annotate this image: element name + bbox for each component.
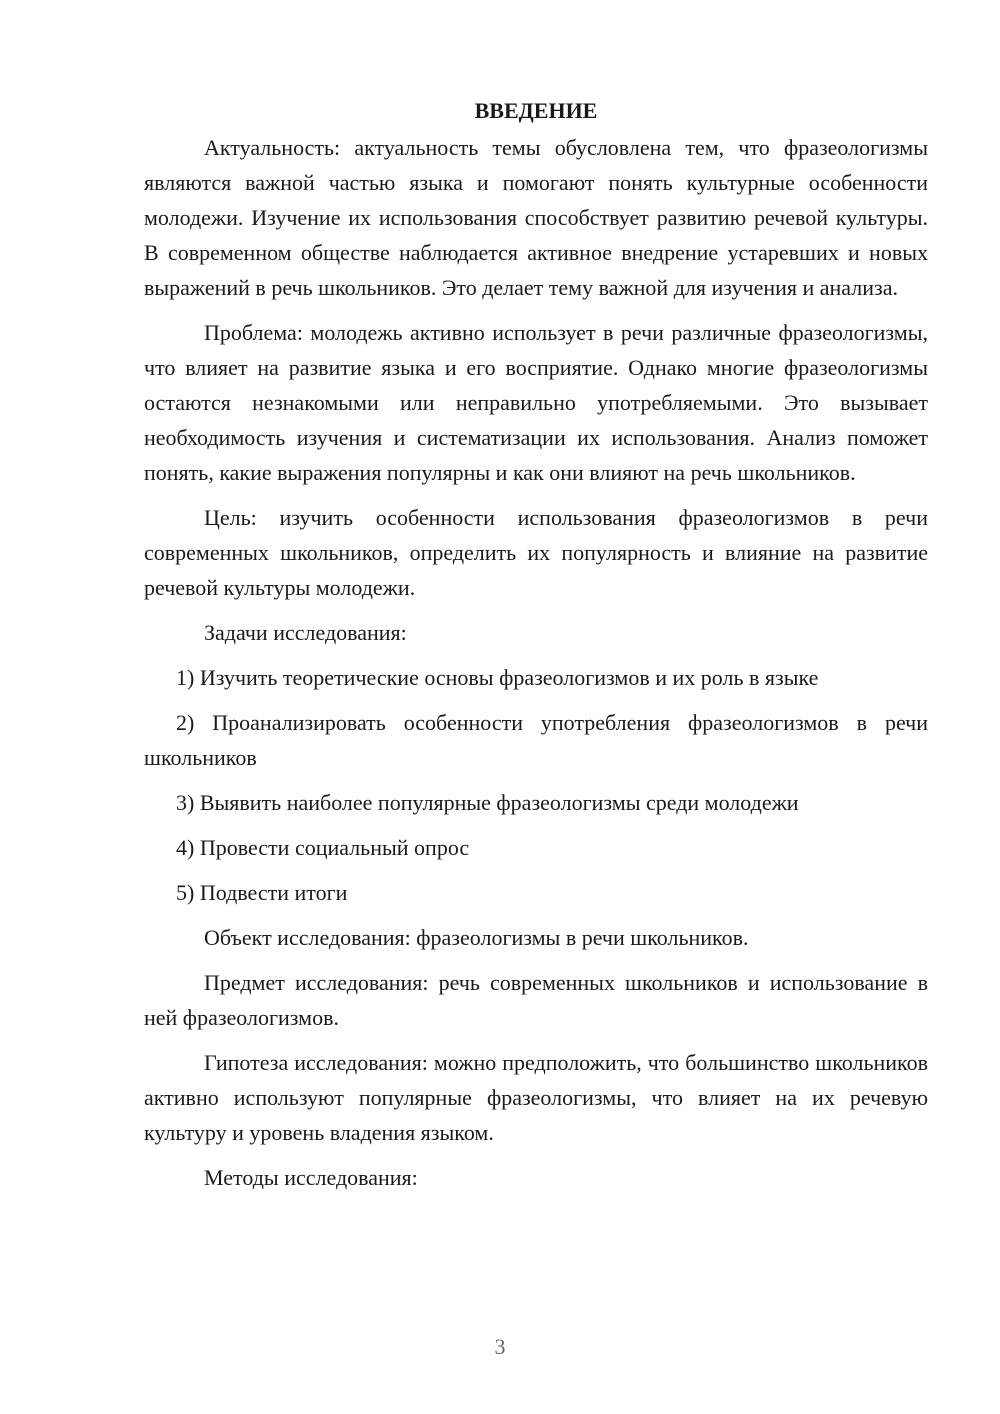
section-title: ВВЕДЕНИЕ	[474, 98, 598, 123]
task-item-4: 4) Провести социальный опрос	[176, 835, 470, 860]
subject-paragraph: Предмет исследования: речь современных школьников и использование в ней фразеологизмов.	[144, 970, 928, 1030]
page-number: 3	[494, 1334, 506, 1359]
task-item-5: 5) Подвести итоги	[176, 880, 348, 905]
page-content	[144, 96, 928, 1205]
task-item-1: 1) Изучить теоретические основы фразеологизмов и их роль в языке	[176, 665, 819, 690]
task-item-3: 3) Выявить наиболее популярные фразеологизмы среди молодежи	[176, 790, 799, 815]
goal-paragraph: Цель: изучить особенности использования фразеологизмов в речи современных школьников, определить их популярность и влияние на развитие речевой культуры молодежи.	[144, 505, 928, 600]
relevance-paragraph: Актуальность: актуальность темы обусловлена тем, что фразеологизмы являются важной частью языка и помогают понять культурные особенности молодежи. Изучение их использования способствует развитию речевой культуры. В современном обществе наблюдается активное внедрение устаревших и новых выражений в речь школьников. Это делает тему важной для изучения и анализа.	[144, 135, 928, 300]
task-item-2: 2) Проанализировать особенности употребления фразеологизмов в речи школьников	[144, 710, 928, 770]
object-paragraph: Объект исследования: фразеологизмы в речи школьников.	[204, 925, 749, 950]
hypothesis-paragraph: Гипотеза исследования: можно предположить, что большинство школьников активно используют популярные фразеологизмы, что влияет на их речевую культуру и уровень владения языком.	[144, 1050, 928, 1145]
problem-paragraph: Проблема: молодежь активно использует в речи различные фразеологизмы, что влияет на развитие языка и его восприятие. Однако многие фразеологизмы остаются незнакомыми или неправильно употребляемыми. Это вызывает необходимость изучения и систематизации их использования. Анализ поможет понять, какие выражения популярны и как они влияют на речь школьников.	[144, 320, 928, 485]
methods-heading: Методы исследования:	[204, 1165, 418, 1190]
tasks-heading: Задачи исследования:	[204, 620, 407, 645]
